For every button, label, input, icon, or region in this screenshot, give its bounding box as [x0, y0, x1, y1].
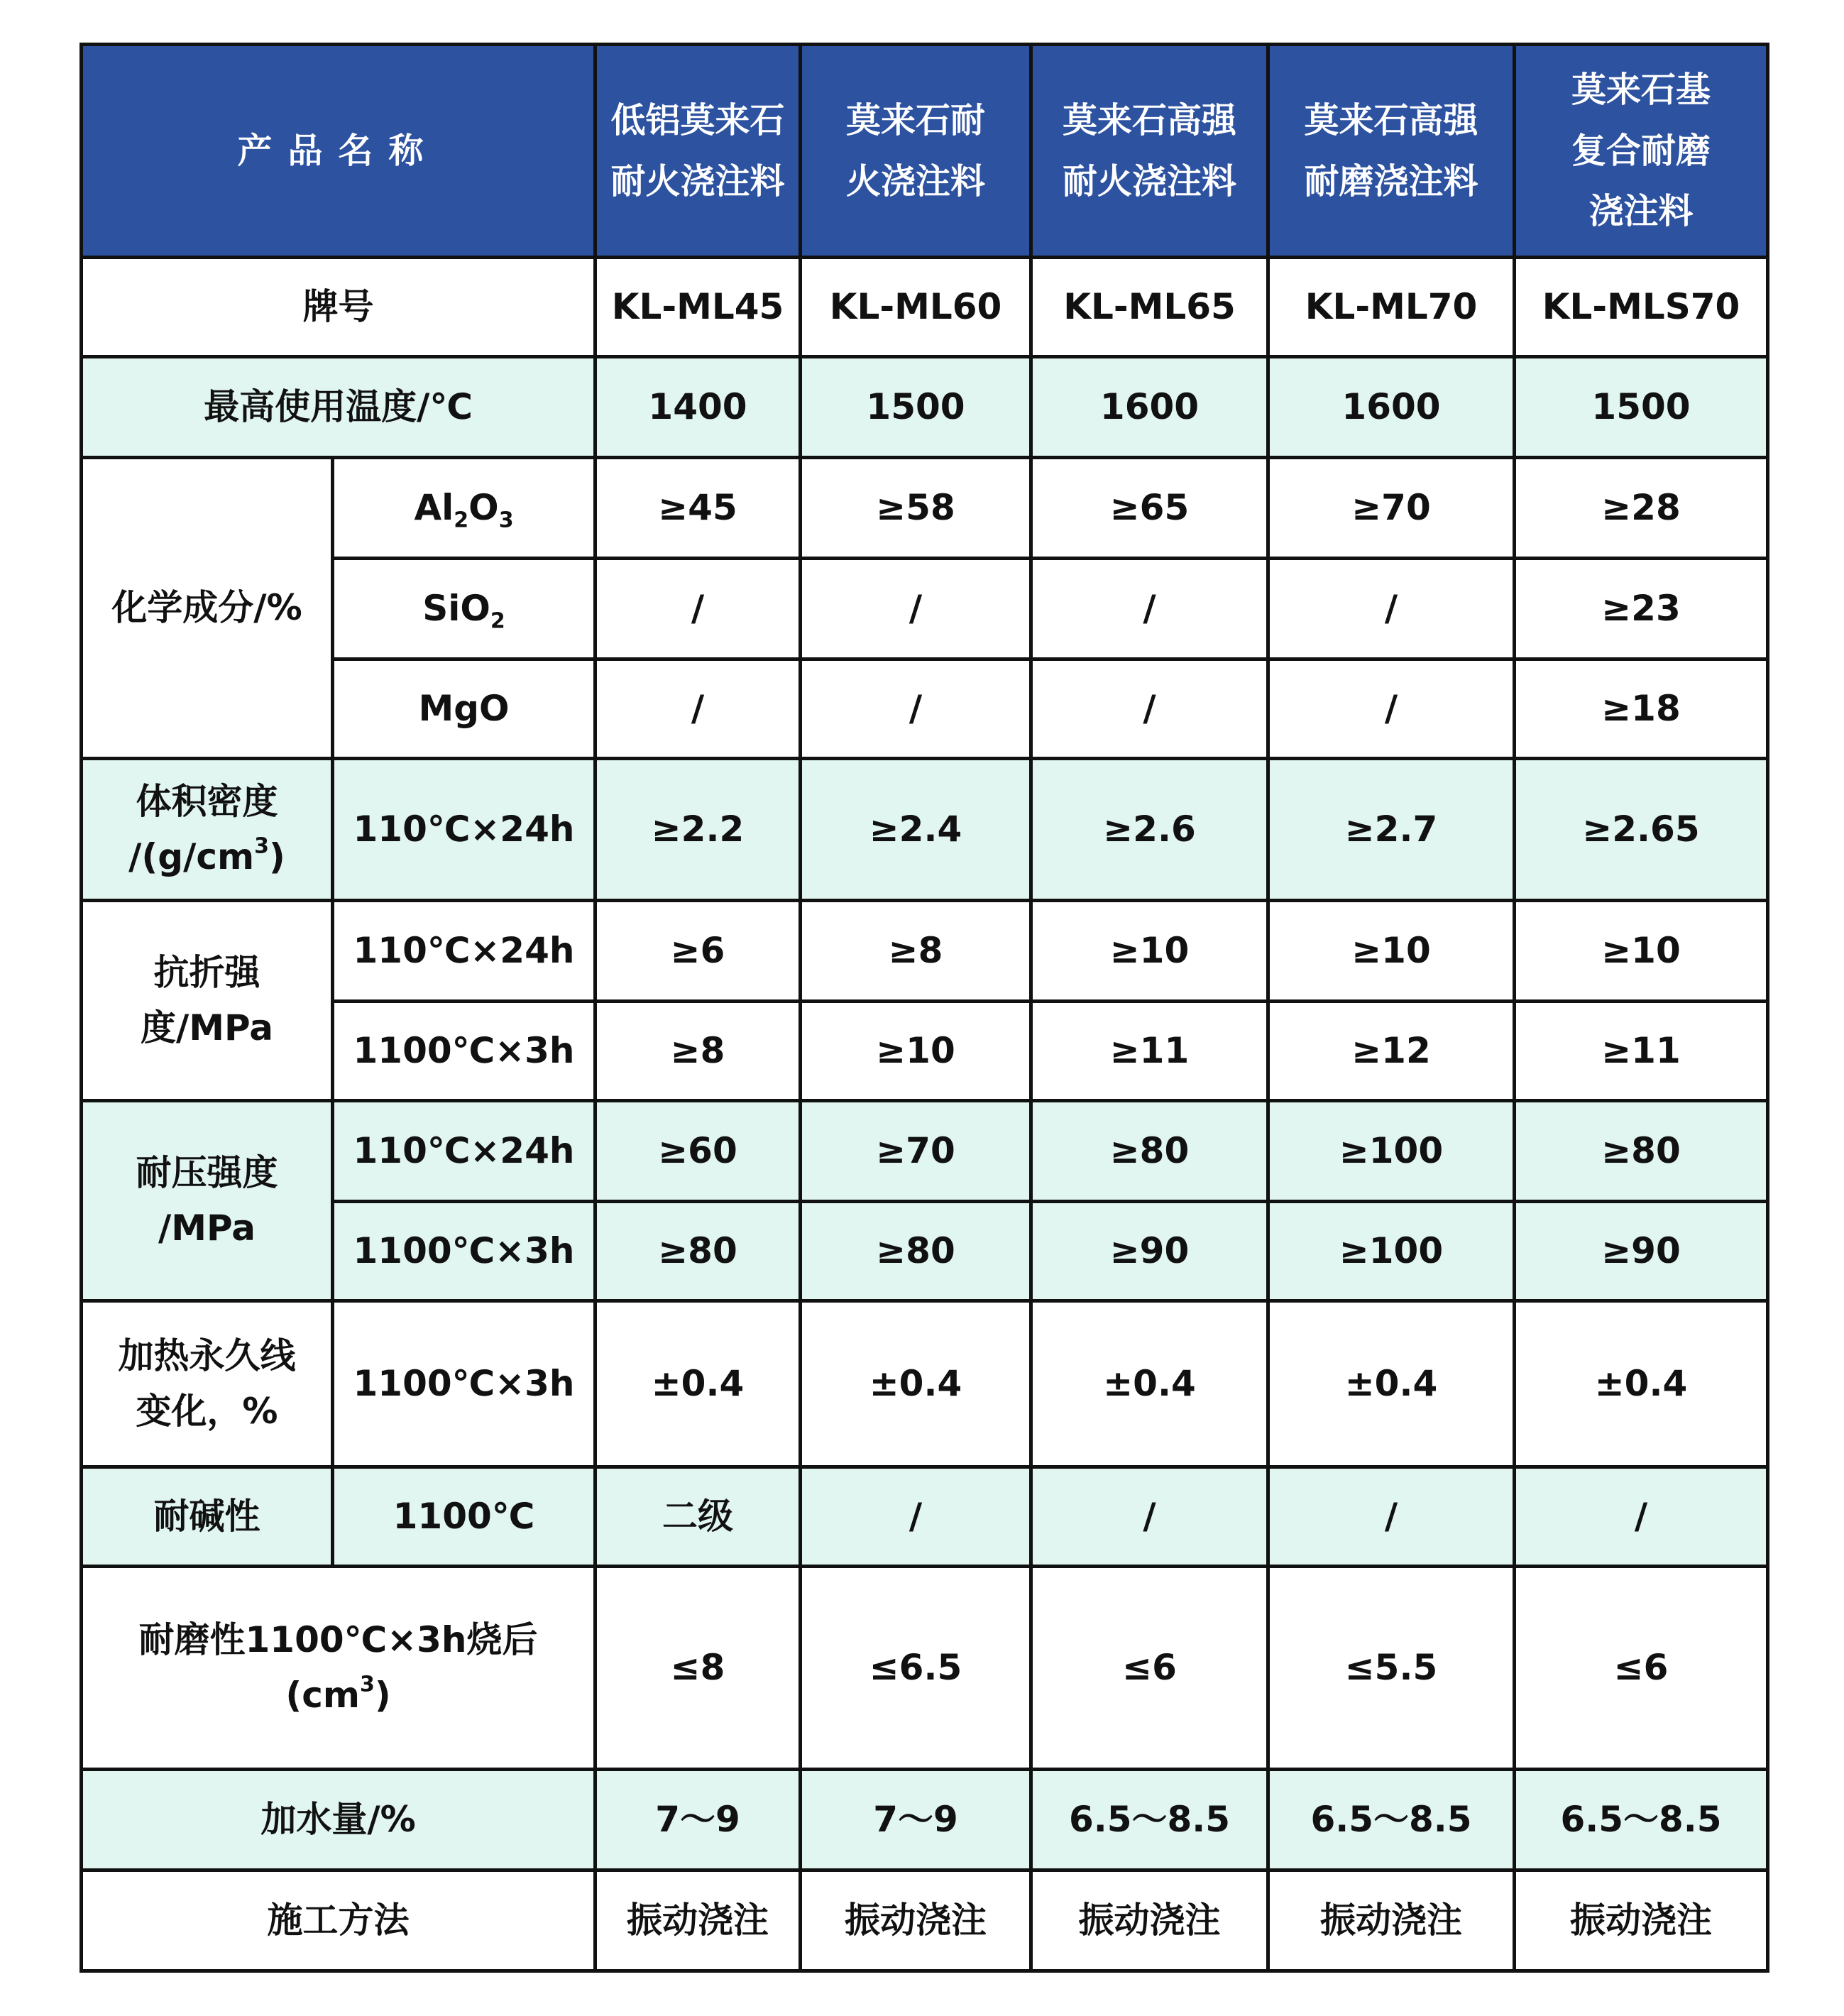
- linear-change-condition: 1100℃×3h: [333, 1301, 596, 1467]
- density-value: ≥2.6: [1031, 759, 1268, 901]
- water-label: 加水量/%: [82, 1770, 596, 1870]
- linear-change-value: ±0.4: [1515, 1301, 1768, 1467]
- alkali-value: /: [1268, 1467, 1515, 1567]
- flexural-condition: 110℃×24h: [333, 901, 596, 1002]
- max-temp-value: 1600: [1031, 357, 1268, 458]
- product-name-header: 产品名称: [82, 45, 596, 258]
- water-value: 7～9: [801, 1770, 1031, 1870]
- flexural-label: 抗折强度/MPa: [82, 901, 333, 1101]
- linear-change-label: 加热永久线 变化，%: [82, 1301, 333, 1467]
- product-header-1: 低铝莫来石 耐火浇注料: [596, 45, 801, 258]
- abrasion-value: ≤6.5: [801, 1567, 1031, 1770]
- max-temp-label: 最高使用温度/℃: [82, 357, 596, 458]
- abrasion-value: ≤6: [1031, 1567, 1268, 1770]
- chemistry-label: 化学成分/%: [82, 458, 333, 759]
- alkali-value: /: [801, 1467, 1031, 1567]
- density-row: [82, 759, 1768, 901]
- max-temp-value: 1400: [596, 357, 801, 458]
- header-row: [82, 45, 1768, 258]
- abrasion-value: ≤5.5: [1268, 1567, 1515, 1770]
- grade-value: KL-ML65: [1031, 258, 1268, 357]
- water-row: [82, 1770, 1768, 1870]
- water-value: 6.5～8.5: [1268, 1770, 1515, 1870]
- mgo-value: /: [596, 659, 801, 759]
- compressive-value: ≥80: [596, 1202, 801, 1301]
- mgo-value: /: [1031, 659, 1268, 759]
- spec-table: [79, 43, 1769, 1973]
- density-label: 体积密度 $/(g/cm^3)$: [82, 759, 333, 901]
- abrasion-value: ≤8: [596, 1567, 801, 1770]
- sio2-row: [82, 559, 1768, 659]
- flexural-row: [82, 1002, 1768, 1101]
- sio2-value: ≥23: [1515, 559, 1768, 659]
- al2o3-label: $Al_2O_3$: [333, 458, 596, 559]
- method-value: 振动浇注: [1031, 1870, 1268, 1971]
- linear-change-value: ±0.4: [1268, 1301, 1515, 1467]
- max-temp-value: 1500: [801, 357, 1031, 458]
- max-temp-row: [82, 357, 1768, 458]
- flexural-value: ≥11: [1515, 1002, 1768, 1101]
- abrasion-row: [82, 1567, 1768, 1770]
- max-temp-value: 1600: [1268, 357, 1515, 458]
- method-value: 振动浇注: [801, 1870, 1031, 1971]
- density-value: ≥2.2: [596, 759, 801, 901]
- alkali-label: 耐碱性: [82, 1467, 333, 1567]
- mgo-row: [82, 659, 1768, 759]
- flexural-value: ≥6: [596, 901, 801, 1002]
- density-value: ≥2.65: [1515, 759, 1768, 901]
- grade-row: [82, 258, 1768, 357]
- al2o3-value: ≥45: [596, 458, 801, 559]
- sio2-label: SiO$_2$: [333, 559, 596, 659]
- flexural-value: ≥10: [1031, 901, 1268, 1002]
- compressive-value: ≥80: [801, 1202, 1031, 1301]
- compressive-row: [82, 1101, 1768, 1202]
- density-value: ≥2.7: [1268, 759, 1515, 901]
- al2o3-value: ≥65: [1031, 458, 1268, 559]
- mgo-value: /: [801, 659, 1031, 759]
- abrasion-value: ≤6: [1515, 1567, 1768, 1770]
- product-header-2: 莫来石耐 火浇注料: [801, 45, 1031, 258]
- density-condition: 110℃×24h: [333, 759, 596, 901]
- flexural-value: ≥10: [1268, 901, 1515, 1002]
- grade-value: KL-MLS70: [1515, 258, 1768, 357]
- grade-value: KL-ML60: [801, 258, 1031, 357]
- grade-label: 牌号: [82, 258, 596, 357]
- alkali-row: [82, 1467, 1768, 1567]
- water-value: 6.5～8.5: [1515, 1770, 1768, 1870]
- sio2-value: /: [801, 559, 1031, 659]
- flexural-value: ≥12: [1268, 1002, 1515, 1101]
- compressive-value: ≥60: [596, 1101, 801, 1202]
- compressive-value: ≥100: [1268, 1202, 1515, 1301]
- mgo-label: MgO: [333, 659, 596, 759]
- product-header-5: 莫来石基 复合耐磨 浇注料: [1515, 45, 1768, 258]
- sio2-value: /: [1268, 559, 1515, 659]
- linear-change-value: ±0.4: [801, 1301, 1031, 1467]
- linear-change-value: ±0.4: [1031, 1301, 1268, 1467]
- grade-value: KL-ML45: [596, 258, 801, 357]
- method-value: 振动浇注: [1515, 1870, 1768, 1971]
- compressive-condition: 110℃×24h: [333, 1101, 596, 1202]
- al2o3-value: ≥70: [1268, 458, 1515, 559]
- linear-change-value: ±0.4: [596, 1301, 801, 1467]
- compressive-value: ≥90: [1515, 1202, 1768, 1301]
- method-label: 施工方法: [82, 1870, 596, 1971]
- compressive-value: ≥80: [1031, 1101, 1268, 1202]
- compressive-value: ≥100: [1268, 1101, 1515, 1202]
- density-value: ≥2.4: [801, 759, 1031, 901]
- alkali-condition: 1100℃: [333, 1467, 596, 1567]
- product-header-3: 莫来石高强 耐火浇注料: [1031, 45, 1268, 258]
- compressive-condition: 1100℃×3h: [333, 1202, 596, 1301]
- flexural-value: ≥8: [596, 1002, 801, 1101]
- water-value: 7～9: [596, 1770, 801, 1870]
- compressive-label: 耐压强度 /MPa: [82, 1101, 333, 1301]
- sio2-value: /: [596, 559, 801, 659]
- max-temp-value: 1500: [1515, 357, 1768, 458]
- flexural-value: ≥8: [801, 901, 1031, 1002]
- water-value: 6.5～8.5: [1031, 1770, 1268, 1870]
- method-value: 振动浇注: [1268, 1870, 1515, 1971]
- alkali-value: /: [1515, 1467, 1768, 1567]
- mgo-value: /: [1268, 659, 1515, 759]
- flexural-value: ≥11: [1031, 1002, 1268, 1101]
- method-value: 振动浇注: [596, 1870, 801, 1971]
- alkali-value: 二级: [596, 1467, 801, 1567]
- grade-value: KL-ML70: [1268, 258, 1515, 357]
- flexural-value: ≥10: [801, 1002, 1031, 1101]
- abrasion-label: 耐磨性1100℃×3h烧后$(cm^3)$: [82, 1567, 596, 1770]
- al2o3-row: [82, 458, 1768, 559]
- compressive-row: [82, 1202, 1768, 1301]
- al2o3-value: ≥58: [801, 458, 1031, 559]
- flexural-row: [82, 901, 1768, 1002]
- method-row: [82, 1870, 1768, 1971]
- al2o3-value: ≥28: [1515, 458, 1768, 559]
- alkali-value: /: [1031, 1467, 1268, 1567]
- compressive-value: ≥80: [1515, 1101, 1768, 1202]
- mgo-value: ≥18: [1515, 659, 1768, 759]
- linear-change-row: [82, 1301, 1768, 1467]
- compressive-value: ≥90: [1031, 1202, 1268, 1301]
- flexural-condition: 1100℃×3h: [333, 1002, 596, 1101]
- sio2-value: /: [1031, 559, 1268, 659]
- compressive-value: ≥70: [801, 1101, 1031, 1202]
- flexural-value: ≥10: [1515, 901, 1768, 1002]
- product-header-4: 莫来石高强 耐磨浇注料: [1268, 45, 1515, 258]
